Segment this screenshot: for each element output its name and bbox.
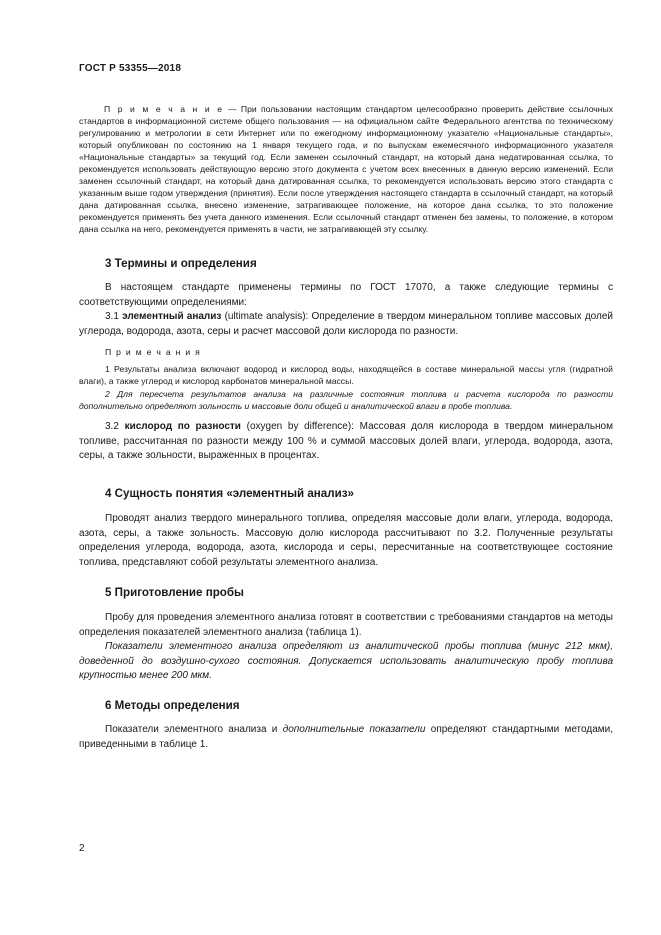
section-4-title: 4 Сущность понятия «элементный анализ» [105,487,354,500]
section-4-text: Проводят анализ твердого минерального топлива, определяя массовые доли влаги, углерода, водорода, азота, серы, а также зольность. Массовую долю кислорода рассчитывают по 3.2. Полученные результаты определения углерода, водорода, азота, кислорода и серы, пересчитанные на соответствующее состояние топлива, представляют собой результаты элементного анализа. [79,513,613,568]
section-3-title: 3 Термины и определения [105,257,257,270]
section-6-title: 6 Методы определения [105,699,240,712]
term-number: 3.1 [105,311,123,322]
section-3-intro: В настоящем стандарте применены термины по ГОСТ 17070, а также следующие термины с соответствующими определениями: [79,282,613,308]
section-5-title: 5 Приготовление пробы [105,586,244,599]
section-6-text [79,723,613,752]
notes-label: П р и м е ч а н и я [105,347,202,357]
note-1: 1 Результаты анализа включают водород и кислород воды, находящейся в составе минеральной массы угля (гидратной влаги), а также углерод и кислород карбонатов минеральной массы. [79,364,613,387]
term-3-1 [79,310,613,339]
term-name: элементный анализ [122,311,222,322]
reference-note [79,103,613,236]
text-part: определяют стандартными методами, приведенными в таблице 1. [79,724,613,750]
document-header: ГОСТ Р 53355—2018 [79,63,182,74]
section-5-text-1: Пробу для проведения элементного анализа готовят в соответствии с требованиями стандартов на методы определения показателей элементного анализа (таблица 1). [79,612,613,638]
note-label: П р и м е ч а н и е [104,104,224,114]
page-number: 2 [79,843,85,854]
term-definition: (oxygen by difference): Массовая доля кислорода в твердом минеральном топливе, рассчитанная по разности между 100 % и суммой массовых долей влаги, углерода, водорода, азота, серы, а также зольности, выраженных в процентах. [79,421,613,462]
text-part: Показатели элементного анализа и [105,724,283,735]
note-text: — При пользовании настоящим стандартом целесообразно проверить действие ссылочных стандартов в информационной системе общего пользования — на официальном сайте Федерального агентства по техническому регулированию и метрологии в сети Интернет или по ежегодному информационному указателю «Национальные стандарты», который опубликован по состоянию на 1 января текущего года, и по выпускам ежемесячного информационного указателя «Национальные стандарты» за текущий год. Если заменен ссылочный стандарт, на который дана недатированная ссылка, то рекомендуется использовать действующую версию этого документа с учетом всех внесенных в данную версию изменений. Если заменен ссылочный стандарт, на который дана датированная ссылка, то рекомендуется использовать версию этого стандарта с указанным выше годом утверждения (принятия). Если после утверждения настоящего стандарта в ссылочный стандарт, на который дана датированная ссылка, внесено изменение, затрагивающее положение, на которое дана ссылка, то это положение рекомендуется применять без учета данного изменения. Если ссылочный стандарт отменен без замены, то положение, в котором дана ссылка на него, рекомендуется применять в части, не затрагивающей эту ссылку. [79,104,614,235]
term-number: 3.2 [105,421,125,432]
section-5-text-2: Показатели элементного анализа определяют из аналитической пробы топлива (минус 212 мкм), доведенной до воздушно-сухого состояния. Допускается использовать аналитическую пробу топлива крупностью менее 200 мкм. [79,641,613,682]
term-definition: (ultimate analysis): Определение в твердом минеральном топливе массовых долей углерода, водорода, азота, серы и расчет массовой доли кислорода по разности. [79,311,613,337]
text-italic-part: дополнительные показатели [282,724,426,735]
note-2: 2 Для пересчета результатов анализа на различные состояния топлива и расчета кислорода по разности дополнительно определяют зольность и массовые доли общей и аналитической влаги в пробе топлива. [79,389,613,412]
term-3-2 [79,420,613,464]
term-name: кислород по разности [124,421,241,432]
